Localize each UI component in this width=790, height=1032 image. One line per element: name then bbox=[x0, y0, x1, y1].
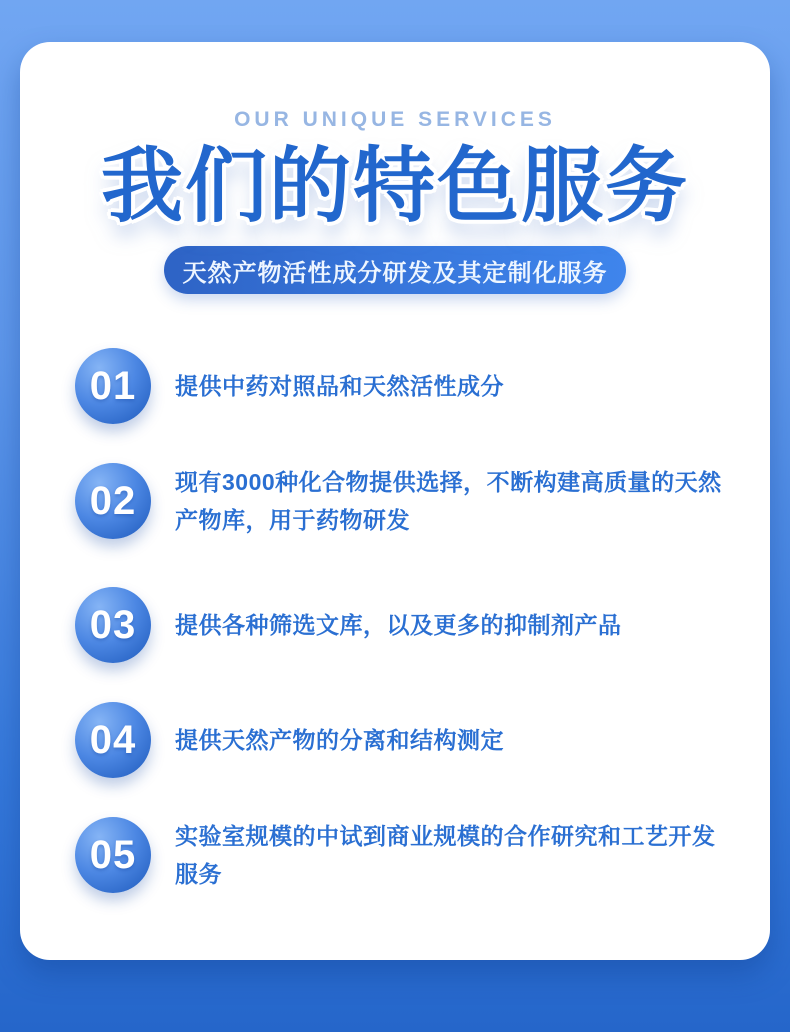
service-number: 03 bbox=[89, 602, 137, 647]
service-number-badge bbox=[75, 817, 151, 893]
service-number-badge bbox=[75, 587, 151, 663]
service-text: 提供天然产物的分离和结构测定 bbox=[175, 727, 504, 753]
service-number-badge bbox=[75, 348, 151, 424]
page-title: 我们的特色服务 bbox=[100, 141, 689, 232]
content-card bbox=[20, 42, 770, 960]
service-item-01 bbox=[75, 348, 735, 424]
service-number-badge bbox=[75, 463, 151, 539]
services-list bbox=[75, 348, 735, 932]
service-text: 提供各种筛选文库，以及更多的抑制剂产品 bbox=[175, 612, 622, 638]
subtitle-text: 天然产物活性成分研发及其定制化服务 bbox=[182, 259, 608, 287]
service-item-02 bbox=[75, 463, 735, 539]
service-text: 提供中药对照品和天然活性成分 bbox=[175, 373, 504, 399]
service-item-04 bbox=[75, 702, 735, 778]
service-number: 04 bbox=[89, 717, 137, 762]
service-text: 实验室规模的中试到商业规模的合作研究和工艺开发服务 bbox=[175, 823, 716, 887]
service-number: 01 bbox=[89, 363, 137, 408]
subtitle-banner bbox=[164, 246, 626, 294]
eyebrow-text: OUR UNIQUE SERVICES bbox=[234, 108, 556, 131]
service-item-03 bbox=[75, 587, 735, 663]
service-item-05 bbox=[75, 817, 735, 893]
service-number: 02 bbox=[89, 478, 137, 523]
service-number-badge bbox=[75, 702, 151, 778]
service-text: 现有3000种化合物提供选择，不断构建高质量的天然产物库，用于药物研发 bbox=[175, 469, 722, 533]
service-number: 05 bbox=[89, 832, 137, 877]
